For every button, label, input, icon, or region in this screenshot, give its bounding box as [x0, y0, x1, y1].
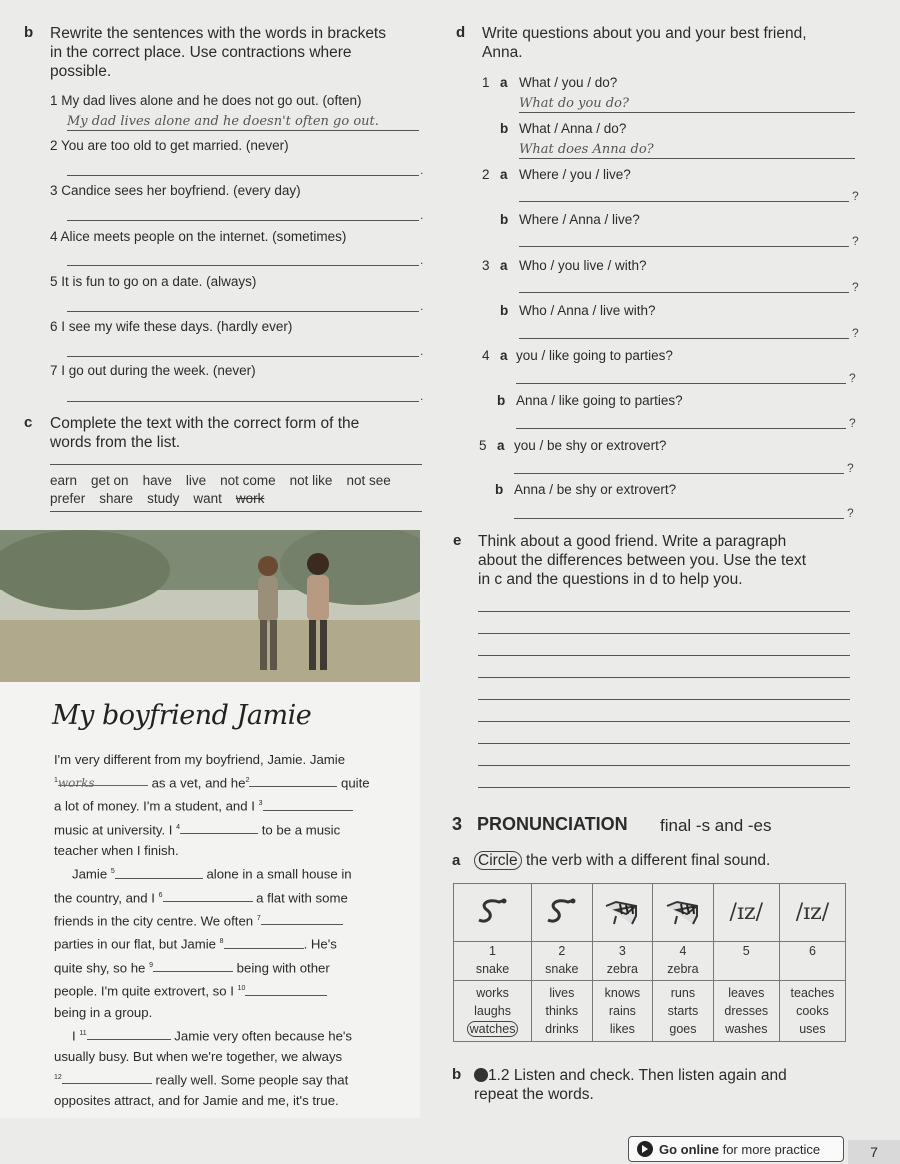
gap-number: 6: [158, 891, 163, 899]
exercise-b-pron-letter: b: [452, 1066, 462, 1083]
gap-number: 5: [110, 868, 115, 876]
column-head-word: snake: [532, 958, 593, 980]
gap-7[interactable]: [261, 912, 343, 925]
exercise-b-item-5: 5 It is fun to go on a date. (always): [50, 274, 257, 289]
section-subheading: final -s and -es: [660, 816, 772, 835]
exercise-d-answer-1a[interactable]: What do you do?: [519, 96, 855, 113]
word-group-1: [454, 980, 532, 1041]
column-number: [713, 942, 779, 959]
column-number: [653, 942, 714, 959]
exercise-b-instruction-line-3: possible.: [50, 63, 112, 80]
period-mark: .: [420, 208, 424, 222]
exercise-d-item-sub: a: [500, 258, 508, 273]
exercise-d-item-sub: a: [500, 167, 508, 182]
story-line: usually busy. But when we're together, we always: [54, 1048, 343, 1064]
word-list-row-2: [50, 490, 278, 507]
story-line: [54, 931, 414, 954]
word-list-item: want: [193, 491, 222, 506]
verb-option[interactable]: uses: [799, 1021, 826, 1036]
story-fragment: Jamie: [72, 866, 108, 882]
exercise-a-letter: a: [452, 852, 461, 869]
verb-option[interactable]: teaches: [790, 985, 835, 1000]
story-fragment: I: [72, 1027, 76, 1043]
column-number-text: 3: [618, 944, 626, 958]
word-list-top-rule: [50, 464, 422, 465]
word-list-item: prefer: [50, 491, 86, 506]
exercise-b-pron-instruction-line-2: repeat the words.: [474, 1086, 594, 1103]
story-fragment: a lot of money. I'm a student, and I: [54, 798, 255, 814]
story-line: opposites attract, and for Jamie and me, it's true.: [54, 1093, 339, 1109]
story-fragment: friends in the city centre. We often: [54, 913, 254, 929]
column-head-word: zebra: [592, 958, 653, 980]
exercise-d-item-number: 1: [482, 75, 490, 90]
ipa-symbol: /ɪz/: [713, 884, 779, 942]
exercise-d-prompt-4a: you / like going to parties?: [516, 348, 673, 363]
gap-number: 12: [54, 1073, 62, 1081]
writing-line[interactable]: [478, 765, 850, 766]
exercise-d-prompt-2a: Where / you / live?: [519, 167, 631, 182]
story-line: [54, 817, 414, 840]
exercise-d-prompt-2b: Where / Anna / live?: [519, 212, 640, 227]
exercise-b-answer-line-2[interactable]: [67, 175, 419, 176]
exercise-b-answer-line-5[interactable]: [67, 311, 419, 312]
gap-12[interactable]: [62, 1071, 152, 1084]
gap-number: 7: [256, 914, 261, 922]
exercise-d-item-number: 5: [479, 438, 487, 453]
gap-1-answer[interactable]: works: [58, 773, 148, 786]
story-title: My boyfriend Jamie: [52, 700, 312, 731]
exercise-d-item-sub: a: [500, 348, 508, 363]
writing-line[interactable]: [478, 721, 850, 722]
exercise-d-item-sub: b: [497, 393, 506, 408]
word-list-item: study: [147, 491, 180, 506]
gap-9[interactable]: [153, 959, 233, 972]
circle-word: Circle: [474, 851, 522, 870]
exercise-b-pron-instruction-line-1: [474, 1066, 787, 1085]
verb-option[interactable]: thinks: [545, 1003, 579, 1018]
verb-option[interactable]: goes: [669, 1021, 697, 1036]
exercise-e-instruction-line-1: Think about a good friend. Write a paragraph: [478, 533, 787, 550]
story-line: I'm very different from my boyfriend, Jamie. Jamie: [54, 752, 346, 767]
exercise-d-prompt-5a: you / be shy or extrovert?: [514, 438, 667, 453]
exercise-a-instruction: [474, 851, 770, 870]
story-line: teacher when I finish.: [54, 843, 179, 859]
exercise-b-answer-line-6[interactable]: [67, 356, 419, 357]
exercise-a-text: the verb with a different final sound.: [525, 852, 771, 869]
question-mark: ?: [852, 280, 859, 294]
go-online-text: for more practice: [722, 1141, 821, 1157]
verb-option[interactable]: lives: [549, 985, 575, 1000]
question-mark: ?: [852, 326, 859, 340]
exercise-d-instruction-line-2: Anna.: [482, 44, 523, 61]
gap-5[interactable]: [115, 866, 203, 879]
exercise-b-answer-line-3[interactable]: [67, 220, 419, 221]
story-fragment: music at university. I: [54, 822, 173, 838]
exercise-d-prompt-1a: What / you / do?: [519, 75, 618, 90]
gap-8[interactable]: [224, 936, 304, 949]
word-list-item: earn: [50, 473, 78, 488]
word-list-item: not come: [220, 473, 276, 488]
exercise-d-answer-line-3a[interactable]: [519, 292, 849, 293]
verb-option[interactable]: rains: [608, 1003, 636, 1018]
column-number: [779, 942, 845, 959]
question-mark: ?: [849, 416, 856, 430]
gap-number: 8: [219, 938, 224, 946]
column-number-text: 2: [558, 944, 566, 958]
verb-option[interactable]: drinks: [545, 1021, 579, 1036]
word-group-5: [713, 980, 779, 1041]
gap-number: 9: [149, 961, 153, 969]
word-group-4: [653, 980, 714, 1041]
circled-word[interactable]: watches: [467, 1021, 519, 1037]
exercise-b-item-3: 3 Candice sees her boyfriend. (every day): [50, 183, 301, 198]
exercise-d-item-sub: a: [500, 75, 508, 90]
column-number: [454, 942, 532, 959]
exercise-d-prompt-1b: What / Anna / do?: [519, 121, 627, 136]
word-group-2: [532, 980, 593, 1041]
story-fragment: to be a music: [261, 822, 341, 838]
exercise-b-item-6: 6 I see my wife these days. (hardly ever): [50, 319, 293, 334]
exercise-b-answer-line-7[interactable]: [67, 401, 419, 402]
period-mark: .: [420, 344, 424, 358]
gap-11[interactable]: [87, 1027, 171, 1040]
verb-option[interactable]: laughs: [474, 1003, 511, 1018]
snake-icon: [454, 884, 532, 942]
gap-number: 2: [245, 777, 250, 784]
story-fragment: the country, and I: [54, 889, 155, 905]
exercise-d-answer-line-5a[interactable]: [514, 473, 844, 474]
question-mark: ?: [847, 461, 854, 475]
gap-number: 4: [176, 823, 181, 831]
pronunciation-table: [453, 883, 846, 1042]
verb-option[interactable]: runs: [670, 985, 696, 1000]
verb-option[interactable]: starts: [667, 1003, 699, 1018]
story-fragment: alone in a small house in: [206, 866, 352, 882]
word-list-item: have: [142, 473, 172, 488]
exercise-d-item-sub: b: [500, 121, 509, 136]
period-mark: .: [420, 389, 424, 403]
story-line: [54, 955, 414, 978]
story-line: [54, 793, 414, 816]
column-number-text: 4: [679, 944, 687, 958]
verb-option[interactable]: washes: [725, 1021, 768, 1036]
exercise-d-item-number: 4: [482, 348, 490, 363]
gap-6[interactable]: [163, 889, 253, 902]
gap-3[interactable]: [263, 798, 353, 811]
gap-number: 11: [79, 1029, 87, 1037]
question-mark: ?: [849, 371, 856, 385]
gap-number: 1: [54, 777, 58, 784]
exercise-e-instruction-line-3: in c and the questions in d to help you.: [478, 571, 743, 588]
exercise-d-answer-line-3b[interactable]: [519, 338, 849, 339]
exercise-d-prompt-4b: Anna / like going to parties?: [516, 393, 683, 408]
exercise-d-answer-line-2b[interactable]: [519, 246, 849, 247]
exercise-b-item-7: 7 I go out during the week. (never): [50, 363, 256, 378]
story-card: [0, 530, 420, 1118]
story-fragment: as a vet, and he: [151, 775, 246, 791]
column-head-word: [779, 958, 845, 980]
ipa-symbol: /ɪz/: [779, 884, 845, 942]
column-number-text: 5: [742, 944, 750, 958]
audio-icon[interactable]: [474, 1068, 488, 1082]
word-list-row-1: [50, 472, 391, 489]
story-line: [54, 770, 414, 793]
exercise-b-item-1: 1 My dad lives alone and he does not go out. (often): [50, 93, 362, 108]
gap-10[interactable]: [245, 983, 327, 996]
verb-option[interactable]: leaves: [728, 985, 765, 1000]
writing-line[interactable]: [478, 677, 850, 678]
story-line: [54, 885, 414, 908]
story-line: [54, 1023, 414, 1046]
column-number: [532, 942, 593, 959]
story-fragment: . He's: [303, 936, 337, 952]
go-online-bold-text: Go online: [659, 1141, 719, 1157]
exercise-d-answer-line-4a[interactable]: [516, 383, 846, 384]
exercise-e-letter: e: [453, 532, 462, 549]
story-fragment: a flat with some: [256, 889, 348, 905]
exercise-d-prompt-3b: Who / Anna / live with?: [519, 303, 656, 318]
column-head-word: zebra: [653, 958, 714, 980]
story-line: [54, 978, 414, 1001]
word-list-item-struck: work: [235, 491, 265, 506]
exercise-d-prompt-3a: Who / you live / with?: [519, 258, 647, 273]
story-line: [54, 908, 414, 931]
question-mark: ?: [852, 234, 859, 248]
exercise-d-item-sub: a: [497, 438, 505, 453]
story-fragment: parties in our flat, but Jamie: [54, 936, 216, 952]
writing-line[interactable]: [478, 633, 850, 634]
story-text: [54, 749, 414, 1111]
word-list-item: not see: [346, 473, 391, 488]
verb-option-circled[interactable]: [454, 1020, 531, 1038]
gap-number: 10: [237, 985, 246, 993]
writing-line[interactable]: [478, 787, 850, 788]
zebra-icon: [653, 884, 714, 942]
exercise-d-item-sub: b: [500, 212, 509, 227]
word-list-item: not like: [289, 473, 333, 488]
question-mark: ?: [847, 506, 854, 520]
story-line: being in a group.: [54, 1004, 153, 1020]
exercise-d-letter: d: [456, 24, 466, 41]
exercise-d-item-number: 2: [482, 167, 490, 182]
exercise-d-answer-line-4b[interactable]: [516, 428, 846, 429]
exercise-b-instruction-line-1: Rewrite the sentences with the words in brackets: [50, 25, 386, 42]
exercise-d-item-sub: b: [500, 303, 509, 318]
exercise-c-letter: c: [24, 414, 33, 431]
gap-4[interactable]: [180, 821, 258, 834]
exercise-b-answer-line-4[interactable]: [67, 265, 419, 266]
couple-photo-illustration: [0, 530, 420, 682]
page-number: 7: [848, 1140, 900, 1164]
section-heading: PRONUNCIATION: [477, 814, 628, 834]
writing-line[interactable]: [478, 611, 850, 612]
column-head-word: snake: [454, 958, 532, 980]
exercise-c-instruction-line-2: words from the list.: [50, 434, 181, 451]
verb-option[interactable]: cooks: [796, 1003, 829, 1018]
writing-line[interactable]: [478, 743, 850, 744]
question-mark: ?: [852, 189, 859, 203]
verb-option[interactable]: works: [476, 985, 509, 1000]
column-number: [592, 942, 653, 959]
zebra-icon: [592, 884, 653, 942]
word-group-3: [592, 980, 653, 1041]
snake-icon: [532, 884, 593, 942]
exercise-b-pron-text: Listen and check. Then listen again and: [513, 1067, 787, 1084]
exercise-d-answer-1b[interactable]: What does Anna do?: [519, 142, 855, 159]
column-number-text: 6: [808, 944, 816, 958]
exercise-d-instruction-line-1: Write questions about you and your best friend,: [482, 25, 807, 42]
verb-option[interactable]: knows: [604, 985, 641, 1000]
arrow-icon: [637, 1141, 653, 1157]
exercise-e-instruction-line-2: about the differences between you. Use the text: [478, 552, 807, 569]
period-mark: .: [420, 299, 424, 313]
audio-track-number: 1.2: [488, 1067, 510, 1084]
story-fragment: being with other: [236, 960, 330, 976]
exercise-d-answer-line-2a[interactable]: [519, 201, 849, 202]
story-fragment: people. I'm quite extrovert, so I: [54, 983, 234, 999]
story-fragment: Jamie very often because he's: [174, 1027, 353, 1043]
go-online-button[interactable]: [628, 1136, 844, 1162]
verb-option[interactable]: dresses: [724, 1003, 769, 1018]
writing-line[interactable]: [478, 699, 850, 700]
column-head-word: [713, 958, 779, 980]
story-fragment: quite: [341, 775, 370, 791]
exercise-b-answer-1[interactable]: My dad lives alone and he doesn't often go out.: [67, 114, 419, 131]
exercise-b-item-2: 2 You are too old to get married. (never): [50, 138, 289, 153]
verb-option[interactable]: likes: [609, 1021, 635, 1036]
word-list-item: live: [185, 473, 207, 488]
exercise-d-answer-line-5b[interactable]: [514, 518, 844, 519]
writing-line[interactable]: [478, 655, 850, 656]
couple-photo: [0, 530, 420, 682]
period-mark: .: [420, 253, 424, 267]
exercise-b-item-4: 4 Alice meets people on the internet. (sometimes): [50, 229, 347, 244]
story-line: [54, 1067, 414, 1090]
gap-2[interactable]: [249, 774, 337, 787]
exercise-c-instruction-line-1: Complete the text with the correct form of the: [50, 415, 360, 432]
exercise-d-prompt-5b: Anna / be shy or extrovert?: [514, 482, 677, 497]
story-fragment: quite shy, so he: [54, 960, 146, 976]
exercise-b-letter: b: [24, 24, 34, 41]
gap-number: 3: [258, 800, 263, 808]
period-mark: .: [420, 163, 424, 177]
section-number: 3: [452, 814, 463, 834]
word-group-6: [779, 980, 845, 1041]
story-fragment: really well. Some people say that: [155, 1072, 349, 1088]
exercise-b-instruction-line-2: in the correct place. Use contractions where: [50, 44, 352, 61]
exercise-d-item-number: 3: [482, 258, 490, 273]
word-list-item: get on: [91, 473, 129, 488]
word-list-item: share: [99, 491, 134, 506]
story-line: [54, 861, 414, 884]
column-number-text: 1: [489, 944, 496, 958]
exercise-d-item-sub: b: [495, 482, 504, 497]
word-list-bottom-rule: [50, 511, 422, 512]
